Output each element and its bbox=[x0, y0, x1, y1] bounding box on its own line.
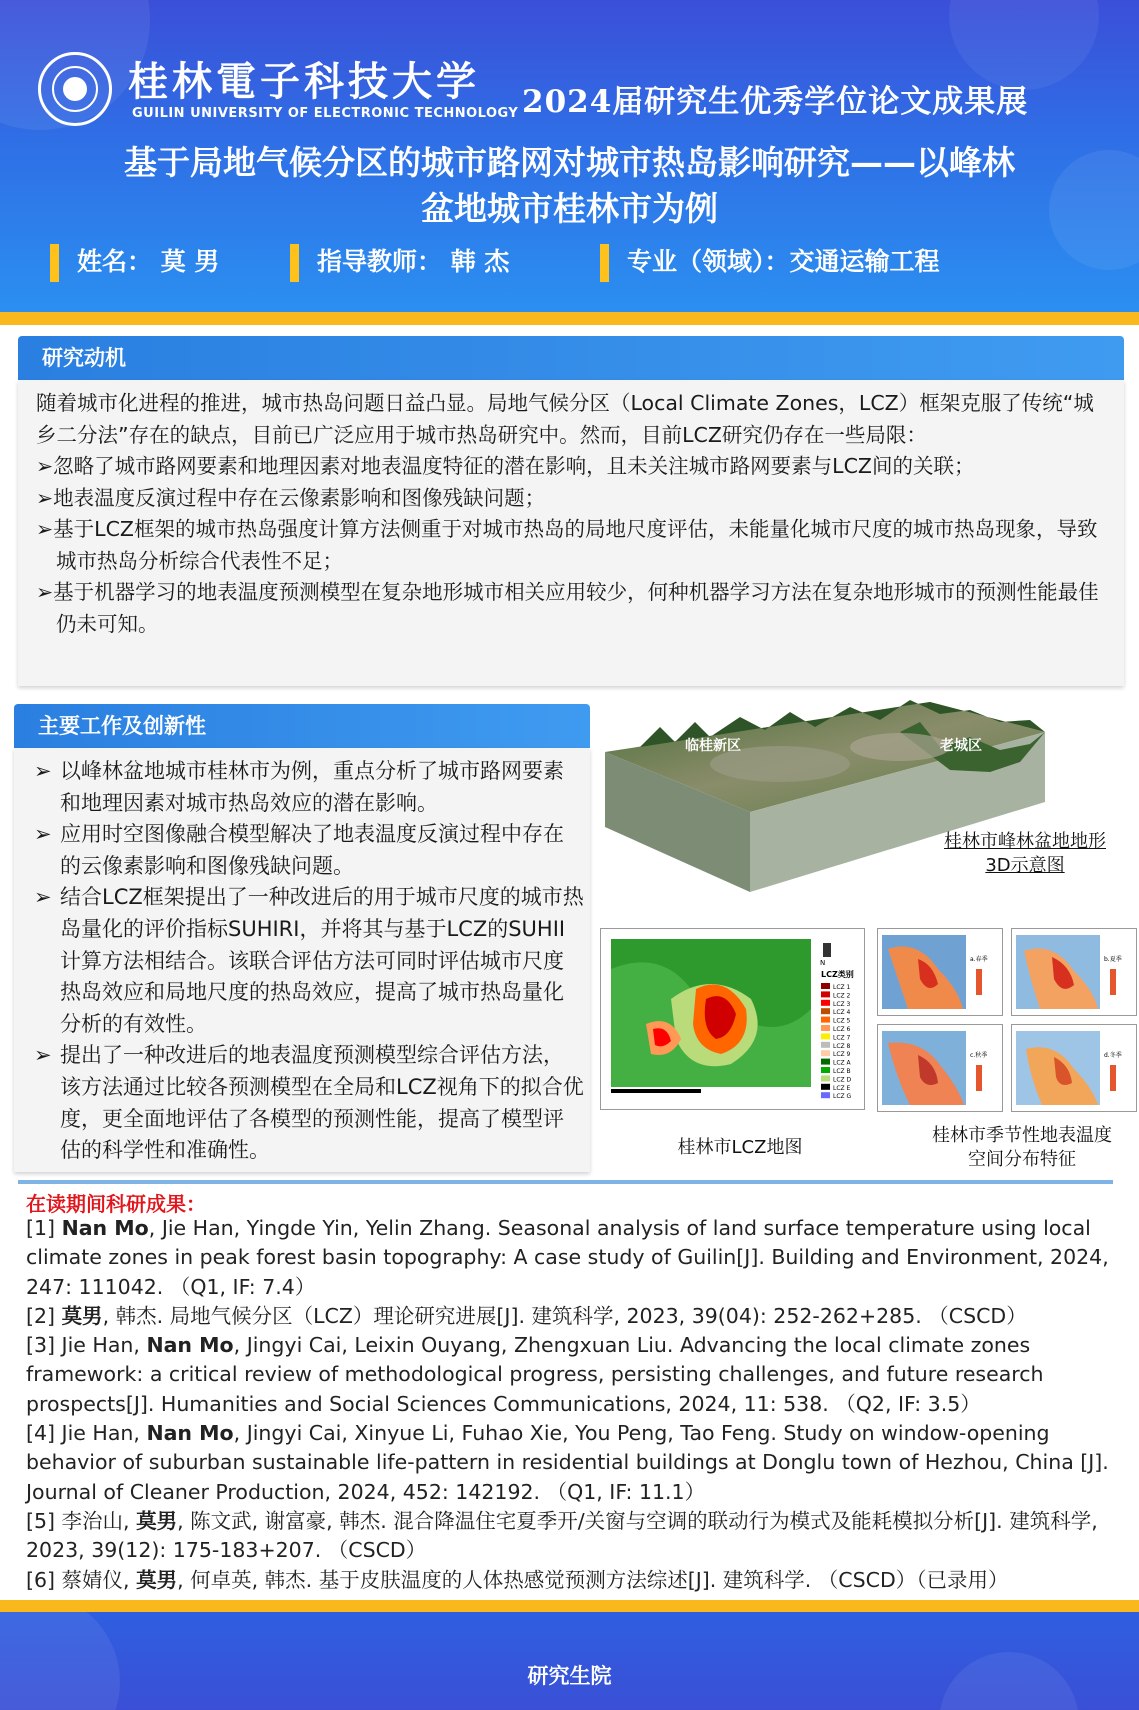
publications-heading: 在读期间科研成果： bbox=[26, 1192, 206, 1216]
lcz-legend-swatch bbox=[821, 1000, 830, 1006]
section-divider bbox=[18, 1180, 1113, 1184]
motivation-heading: 研究动机 bbox=[18, 336, 1124, 380]
lcz-legend-label: LCZ 2 bbox=[833, 992, 851, 1000]
lcz-legend-swatch bbox=[821, 1067, 830, 1073]
svg-text:b.夏季: b.夏季 bbox=[1104, 956, 1122, 963]
work-item: ➢ 应用时空图像融合模型解决了地表温度反演过程中存在的云像素影响和图像残缺问题。 bbox=[34, 819, 584, 882]
svg-text:a.春季: a.春季 bbox=[970, 956, 988, 963]
lcz-caption: 桂林市LCZ地图 bbox=[677, 1137, 803, 1158]
lcz-legend-label: LCZ 6 bbox=[833, 1026, 851, 1033]
svg-text:N: N bbox=[820, 959, 826, 967]
advisor-name: 指导教师： 韩 杰 bbox=[290, 242, 509, 282]
motivation-body bbox=[18, 380, 1124, 686]
work-heading: 主要工作及创新性 bbox=[14, 704, 590, 748]
lcz-legend-swatch bbox=[821, 1075, 830, 1081]
accent-bar bbox=[600, 244, 609, 282]
lcz-legend-swatch bbox=[821, 1017, 830, 1023]
accent-bar bbox=[50, 244, 59, 282]
lcz-legend-swatch bbox=[821, 991, 830, 997]
work-item: ➢ 提出了一种改进后的地表温度预测模型综合评估方法，该方法通过比较各预测模型在全局和LCZ视角下的拟合优度，更全面地评估了各模型的预测性能，提高了模型评估的科学性和准确性。 bbox=[34, 1040, 584, 1166]
lcz-legend-swatch bbox=[821, 1025, 830, 1031]
publication-item: [1] Nan Mo, Jie Han, Yingde Yin, Yelin Zhang. Seasonal analysis of land surface temperature using local climate zones in peak forest basin topography: A case study of Guilin[J]. Building and Environment, 2024, 247: 111042. （Q1, IF: 7.4） bbox=[26, 1216, 1109, 1299]
seasonal-lst-figure bbox=[877, 928, 1139, 1112]
season-panel bbox=[877, 1024, 1003, 1112]
lcz-legend-swatch bbox=[821, 1042, 830, 1048]
arrow-bullet-icon: ➢ bbox=[34, 759, 52, 783]
major-field: 专业（领域）：交通运输工程 bbox=[600, 242, 940, 282]
motivation-bullet: ➢忽略了城市路网要素和地理因素对地表温度特征的潜在影响，且未关注城市路网要素与LCZ间的关联； bbox=[36, 454, 975, 478]
lcz-legend-label: LCZ 8 bbox=[833, 1042, 851, 1050]
terrain-label-lingui: 临桂新区 bbox=[685, 738, 741, 754]
lcz-legend-label: LCZ B bbox=[833, 1068, 851, 1075]
lcz-map-svg bbox=[601, 929, 864, 1109]
lcz-legend-title: LCZ类别 bbox=[821, 970, 854, 979]
work-item: ➢ 结合LCZ框架提出了一种改进后的用于城市尺度的城市热岛量化的评价指标SUHIRI，并将其与基于LCZ的SUHII计算方法相结合。该联合评估方法可同时评估城市尺度热岛效应和局地尺度的热岛效应，提高了城市热岛量化分析的有效性。 bbox=[34, 882, 584, 1040]
urban-area-patch bbox=[850, 733, 950, 761]
arrow-bullet-icon: ➢ bbox=[34, 822, 52, 847]
footer-banner bbox=[0, 1612, 1139, 1710]
publication-item: [6] 蔡婧仪, 莫男, 何卓英, 韩杰. 基于皮肤温度的人体热感觉预测方法综述[J]. 建筑科学. （CSCD）（已录用） bbox=[26, 1567, 1009, 1592]
lcz-legend-label: LCZ 5 bbox=[833, 1017, 851, 1025]
lcz-map-figure bbox=[600, 928, 865, 1110]
lcz-legend-swatch bbox=[821, 1033, 830, 1039]
publication-item: [5] 李治山, 莫男, 陈文武, 谢富豪, 韩杰. 混合降温住宅夏季开/关窗与空调的联动行为模式及能耗模拟分析[J]. 建筑科学, 2023, 39(12): 175-183+207. （CSCD） bbox=[26, 1508, 1098, 1563]
terrain-label-oldtown: 老城区 bbox=[940, 738, 982, 754]
gold-divider bbox=[0, 312, 1139, 325]
university-logo-icon bbox=[38, 52, 112, 126]
lcz-legend-label: LCZ E bbox=[833, 1084, 851, 1092]
lcz-legend-label: LCZ 3 bbox=[833, 1000, 851, 1008]
arrow-bullet-icon: ➢ bbox=[34, 885, 52, 910]
lcz-legend-label: LCZ 1 bbox=[833, 984, 851, 991]
work-item: ➢ 以峰林盆地城市桂林市为例，重点分析了城市路网要素和地理因素对城市热岛效应的潜在影响。 bbox=[34, 756, 584, 819]
lcz-legend-label: LCZ 7 bbox=[833, 1034, 851, 1042]
student-name: 姓名： 莫 男 bbox=[50, 242, 219, 282]
work-body bbox=[14, 748, 590, 1172]
motivation-bullet: ➢地表温度反演过程中存在云像素影响和图像残缺问题； bbox=[36, 485, 546, 510]
lcz-legend-swatch bbox=[821, 1059, 830, 1065]
motivation-bullet: ➢基于LCZ框架的城市热岛强度计算方法侧重于对城市热岛的局地尺度评估，未能量化城市尺度的城市热岛现象，导致城市热岛分析综合代表性不足； bbox=[36, 517, 1098, 573]
season-panel bbox=[1011, 1024, 1137, 1112]
thesis-title: 基于局地气候分区的城市路网对城市热岛影响研究——以峰林 盆地城市桂林市为例 bbox=[124, 143, 1015, 228]
lcz-legend-label: LCZ A bbox=[833, 1059, 851, 1067]
lcz-legend-swatch bbox=[821, 983, 830, 989]
footer-gold-line bbox=[0, 1600, 1139, 1612]
accent-bar bbox=[290, 244, 299, 282]
publication-item: [4] Jie Han, Nan Mo, Jingyi Cai, Xinyue Li, Fuhao Xie, You Peng, Tao Feng. Study on window-opening behavior of suburban sustainable life-pattern in residential buildings at Donglu town of Hezhou, China [J]. Journal of Cleaner Production, 2024, 452: 142192. （Q1, IF: 11.1） bbox=[26, 1421, 1109, 1504]
svg-text:d.冬季: d.冬季 bbox=[1104, 1052, 1122, 1059]
publication-item: [3] Jie Han, Nan Mo, Jingyi Cai, Leixin Ouyang, Zhengxuan Liu. Advancing the local climate zones framework: a critical review of methodological progress, persisting challenges, and future research prospects[J]. Humanities and Social Sciences Communications, 2024, 11: 538. （Q2, IF: 3.5） bbox=[26, 1333, 1044, 1416]
publications-list bbox=[26, 1214, 1126, 1595]
lcz-legend-swatch bbox=[821, 1084, 830, 1090]
season-caption: 桂林市季节性地表温度 空间分布特征 bbox=[932, 1125, 1112, 1170]
footer-org: 研究生院 bbox=[527, 1664, 612, 1688]
lcz-legend-swatch bbox=[821, 1092, 830, 1098]
lcz-legend-label: LCZ 9 bbox=[833, 1051, 851, 1059]
arrow-bullet-icon: ➢ bbox=[34, 1043, 52, 1068]
svg-text:c.秋季: c.秋季 bbox=[970, 1052, 988, 1059]
university-name-en: GUILIN UNIVERSITY OF ELECTRONIC TECHNOLOGY bbox=[132, 106, 519, 121]
season-panel bbox=[877, 928, 1003, 1016]
exhibition-title: 2024届研究生优秀学位论文成果展 bbox=[522, 84, 1029, 120]
header-banner bbox=[0, 0, 1139, 312]
lcz-legend-swatch bbox=[821, 1050, 830, 1056]
lcz-legend bbox=[821, 983, 852, 1100]
university-name-cn: 桂林電子科技大学 bbox=[128, 58, 480, 105]
lcz-legend-label: LCZ 4 bbox=[833, 1009, 851, 1017]
lcz-legend-label: LCZ G bbox=[833, 1093, 852, 1101]
season-panel bbox=[1011, 928, 1137, 1016]
motivation-intro: 随着城市化进程的推进，城市热岛问题日益凸显。局地气候分区（Local Climate Zones，LCZ）框架克服了传统“城乡二分法”存在的缺点，目前已广泛应用于城市热岛研究中。然而，目前LCZ研究仍存在一些局限： bbox=[36, 391, 1094, 447]
motivation-bullet: ➢基于机器学习的地表温度预测模型在复杂地形城市相关应用较少，何种机器学习方法在复杂地形城市的预测性能最佳仍未可知。 bbox=[36, 580, 1099, 636]
lcz-legend-label: LCZ D bbox=[833, 1076, 852, 1084]
publication-item: [2] 莫男, 韩杰. 局地气候分区（LCZ）理论研究进展[J]. 建筑科学, 2023, 39(04): 252-262+285. （CSCD） bbox=[26, 1303, 1027, 1328]
terrain-caption: 桂林市峰林盆地地形 3D示意图 bbox=[944, 831, 1106, 876]
lcz-legend-swatch bbox=[821, 1008, 830, 1014]
